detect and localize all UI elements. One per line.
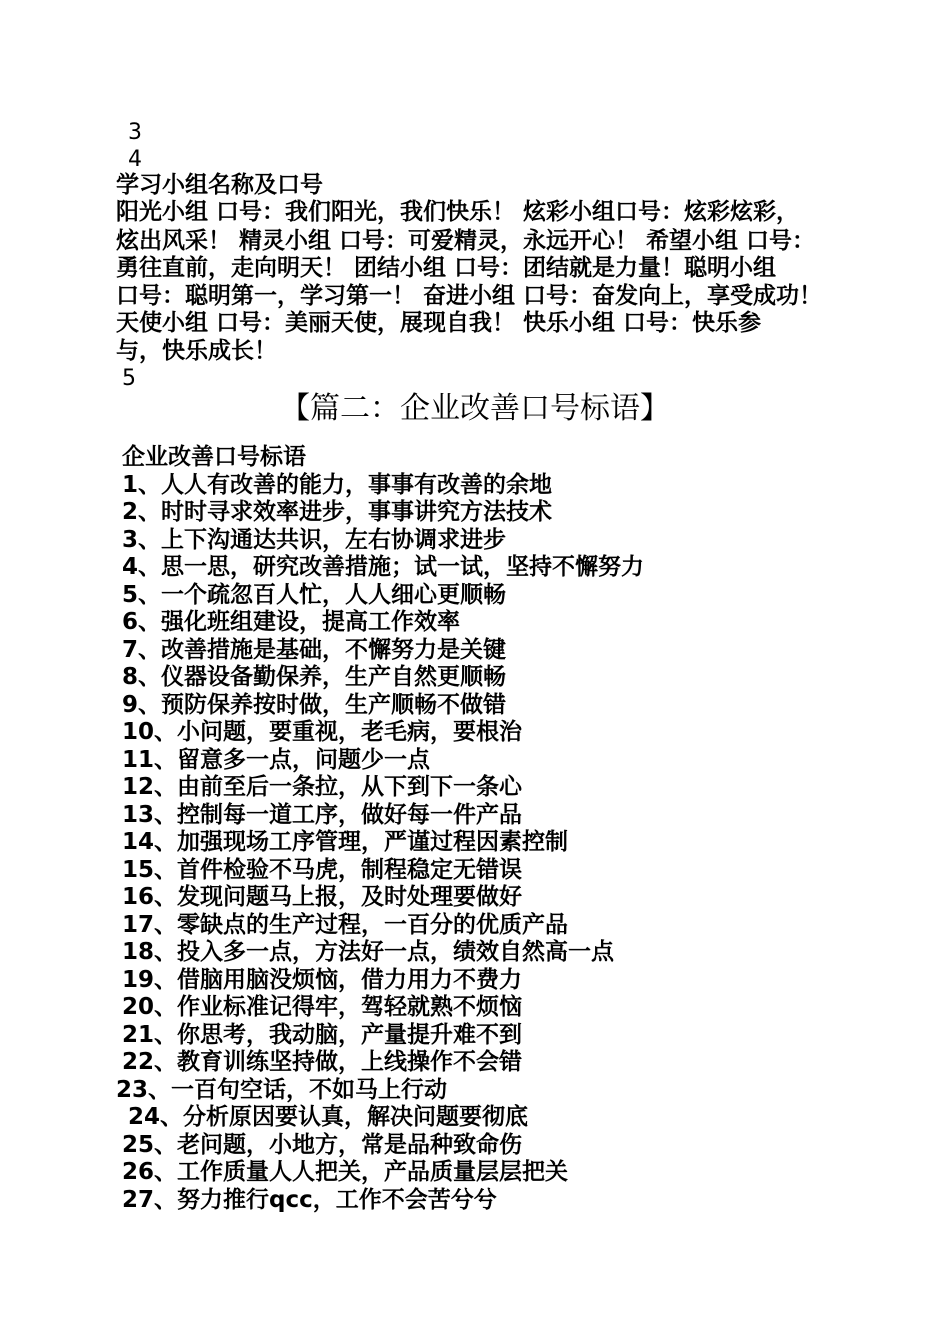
list-item: 6、强化班组建设，提高工作效率 [122,609,461,635]
list-item: 21、你思考，我动脑，产量提升难不到 [122,1022,523,1048]
list-item: 3、上下沟通达共识，左右协调求进步 [122,527,507,553]
page-number: 4 [128,147,142,172]
list-item: 23、一百句空话，不如马上行动 [116,1077,448,1103]
list-item: 27、努力推行qcc，工作不会苦兮兮 [122,1187,497,1213]
list-item: 16、发现问题马上报，及时处理要做好 [122,884,523,910]
list-item: 1、人人有改善的能力，事事有改善的余地 [122,472,553,498]
list-item: 15、首件检验不马虎，制程稳定无错误 [122,857,523,883]
paragraph-line: 与，快乐成长！ [116,338,277,364]
section-heading: 学习小组名称及口号 [116,172,323,198]
list-item: 26、工作质量人人把关，产品质量层层把关 [122,1159,569,1185]
list-item: 25、老问题，小地方，常是品种致命伤 [122,1132,523,1158]
list-item: 9、预防保养按时做，生产顺畅不做错 [122,692,507,718]
paragraph-line: 天使小组 口号：美丽天使，展现自我！ 快乐小组 口号：快乐参 [116,310,762,336]
paragraph-line: 勇往直前，走向明天！ 团结小组 口号：团结就是力量！聪明小组 [116,255,777,281]
list-item: 19、借脑用脑没烦恼，借力用力不费力 [122,967,523,993]
list-item: 2、时时寻求效率进步，事事讲究方法技术 [122,499,553,525]
list-item: 22、教育训练坚持做，上线操作不会错 [122,1049,523,1075]
list-item: 11、留意多一点，问题少一点 [122,747,431,773]
section-title: 【篇二：企业改善口号标语】 [280,391,670,426]
paragraph-line: 阳光小组 口号：我们阳光，我们快乐！ 炫彩小组口号：炫彩炫彩， [116,199,800,225]
list-item: 13、控制每一道工序，做好每一件产品 [122,802,523,828]
list-item: 14、加强现场工序管理，严谨过程因素控制 [122,829,569,855]
list-item: 20、作业标准记得牢，驾轻就熟不烦恼 [122,994,523,1020]
list-item: 4、思一思，研究改善措施；试一试，坚持不懈努力 [122,554,645,580]
page-number: 3 [128,120,142,145]
list-item: 7、改善措施是基础，不懈努力是关键 [122,637,507,663]
list-item: 5、一个疏忽百人忙，人人细心更顺畅 [122,582,507,608]
page-number: 5 [122,366,136,391]
section-heading: 企业改善口号标语 [122,444,306,470]
list-item: 24、分析原因要认真，解决问题要彻底 [128,1104,529,1130]
paragraph-line: 口号：聪明第一，学习第一！ 奋进小组 口号：奋发向上，享受成功！ [116,283,823,309]
list-item: 17、零缺点的生产过程，一百分的优质产品 [122,912,569,938]
paragraph-line: 炫出风采！ 精灵小组 口号：可爱精灵，永远开心！ 希望小组 口号： [116,228,816,254]
list-item: 12、由前至后一条拉，从下到下一条心 [122,774,523,800]
list-item: 18、投入多一点，方法好一点，绩效自然高一点 [122,939,615,965]
list-item: 8、仪器设备勤保养，生产自然更顺畅 [122,664,507,690]
list-item: 10、小问题，要重视，老毛病，要根治 [122,719,523,745]
